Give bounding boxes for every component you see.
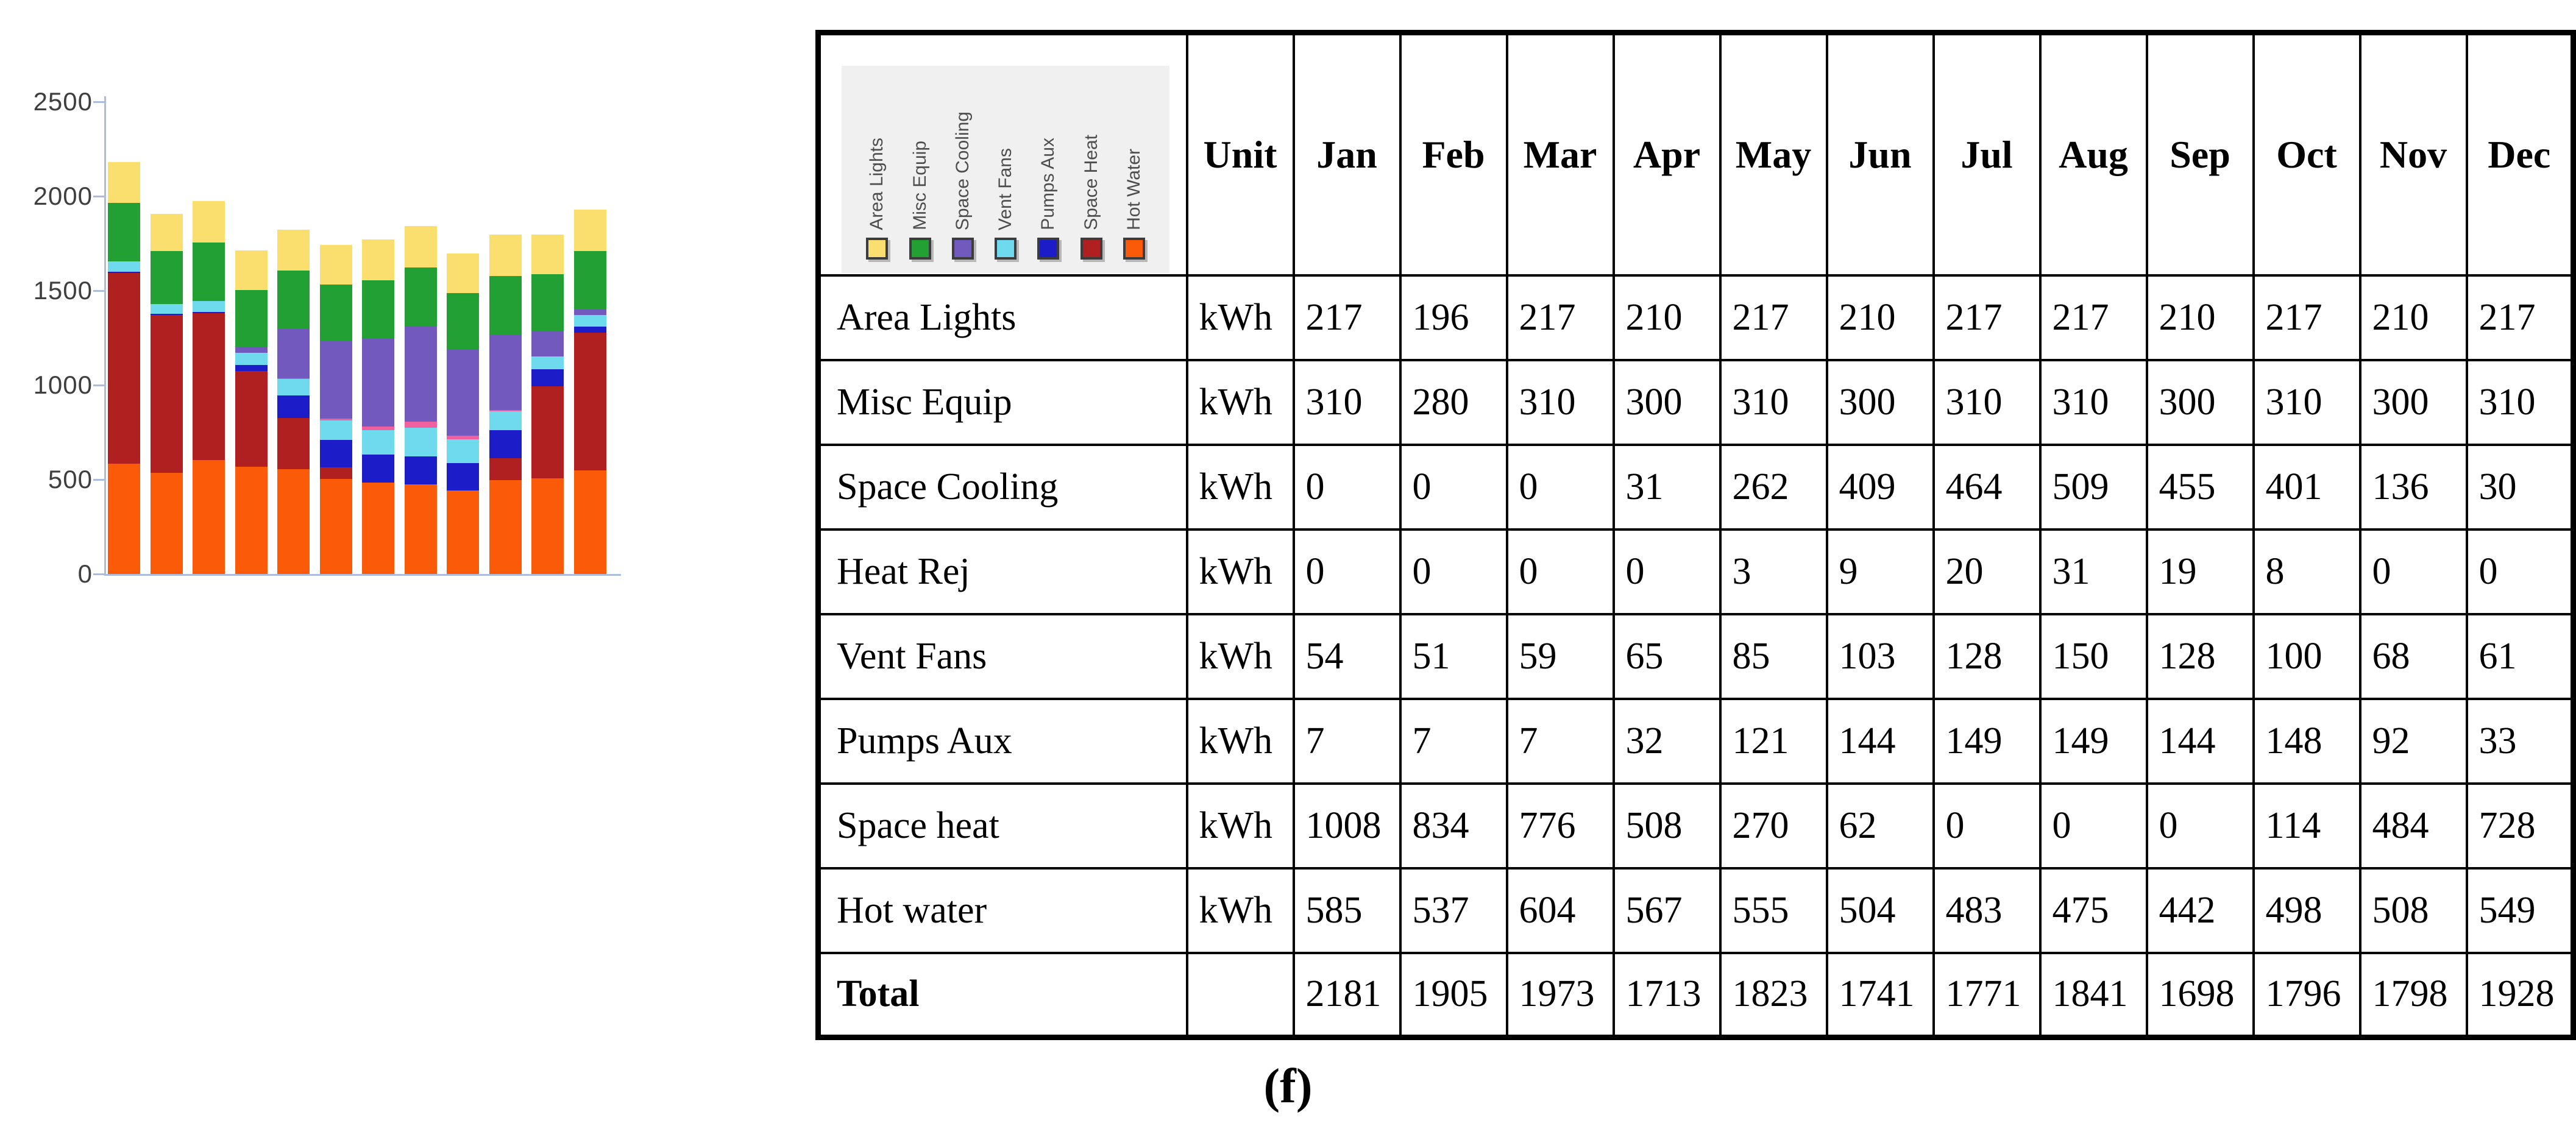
value-cell: 103 <box>1827 614 1934 699</box>
value-cell: 464 <box>1934 445 2040 530</box>
bar-oct <box>489 235 522 574</box>
value-cell: 504 <box>1827 868 1934 953</box>
legend-label: Hot Water <box>1123 149 1144 230</box>
value-cell: 0 <box>1400 530 1507 614</box>
bar-feb <box>151 214 183 574</box>
bar-segment-area-lights <box>320 245 352 285</box>
column-header-may: May <box>1720 33 1827 275</box>
value-cell: 217 <box>2254 275 2360 360</box>
bar-segment-vent-fans <box>235 353 268 365</box>
bar-segment-space-heat <box>489 458 522 480</box>
legend-item-vent-fans <box>995 148 1017 260</box>
row-label: Space heat <box>818 784 1187 868</box>
bar-segment-hot-water <box>193 460 225 574</box>
column-header-aug: Aug <box>2040 33 2147 275</box>
bar-segment-space-cooling <box>447 350 479 436</box>
bar-segment-misc-equip <box>151 251 183 304</box>
legend-swatch-area-lights <box>866 238 888 260</box>
legend-cell <box>818 33 1187 275</box>
value-cell: 0 <box>1294 530 1400 614</box>
value-cell: 0 <box>2360 530 2467 614</box>
y-tick-label: 1000 <box>33 370 93 399</box>
value-cell: 0 <box>1400 445 1507 530</box>
value-cell: 2181 <box>1294 953 1400 1038</box>
bar-segment-space-heat <box>193 313 225 460</box>
value-cell: 8 <box>2254 530 2360 614</box>
column-header-jul: Jul <box>1934 33 2040 275</box>
value-cell: 1796 <box>2254 953 2360 1038</box>
legend-swatch-hot-water <box>1123 238 1145 260</box>
value-cell: 1823 <box>1720 953 1827 1038</box>
row-label: Vent Fans <box>818 614 1187 699</box>
bar-segment-misc-equip <box>531 274 564 331</box>
value-cell: 1713 <box>1614 953 1720 1038</box>
column-header-nov: Nov <box>2360 33 2467 275</box>
value-cell: 59 <box>1507 614 1614 699</box>
y-tick-label: 500 <box>48 465 93 494</box>
bar-segment-vent-fans <box>489 411 522 430</box>
table-row-area-lights <box>818 275 2574 360</box>
bar-segment-pumps-aux <box>531 369 564 387</box>
value-cell: 65 <box>1614 614 1720 699</box>
value-cell: 0 <box>1614 530 1720 614</box>
value-cell: 508 <box>2360 868 2467 953</box>
value-cell: 455 <box>2147 445 2254 530</box>
unit-cell: kWh <box>1187 360 1294 445</box>
column-header-jan: Jan <box>1294 33 1400 275</box>
y-tick-mark <box>93 384 104 386</box>
value-cell: 270 <box>1720 784 1827 868</box>
value-cell: 1905 <box>1400 953 1507 1038</box>
value-cell: 217 <box>2467 275 2574 360</box>
column-header-mar: Mar <box>1507 33 1614 275</box>
bar-segment-vent-fans <box>531 356 564 369</box>
value-cell: 0 <box>2467 530 2574 614</box>
bar-segment-space-cooling <box>320 341 352 419</box>
legend-item-misc-equip <box>909 141 931 260</box>
chart-legend <box>842 66 1169 273</box>
row-label: Area Lights <box>818 275 1187 360</box>
value-cell: 20 <box>1934 530 2040 614</box>
value-cell: 54 <box>1294 614 1400 699</box>
value-cell: 150 <box>2040 614 2147 699</box>
value-cell: 62 <box>1827 784 1934 868</box>
bar-segment-space-heat <box>531 386 564 478</box>
bar-segment-hot-water <box>574 470 606 574</box>
legend-swatch-space-heat <box>1080 238 1102 260</box>
bar-segment-misc-equip <box>489 276 522 335</box>
value-cell: 280 <box>1400 360 1507 445</box>
value-cell: 148 <box>2254 699 2360 784</box>
bar-segment-vent-fans <box>405 428 437 456</box>
bar-segment-area-lights <box>489 235 522 275</box>
bar-segment-misc-equip <box>235 290 268 347</box>
bar-segment-pumps-aux <box>447 463 479 491</box>
legend-item-space-heat <box>1080 135 1102 260</box>
value-cell: 834 <box>1400 784 1507 868</box>
bar-segment-pumps-aux <box>405 456 437 484</box>
y-tick-mark <box>93 101 104 103</box>
value-cell: 114 <box>2254 784 2360 868</box>
value-cell: 0 <box>2040 784 2147 868</box>
value-cell: 310 <box>1934 360 2040 445</box>
bar-segment-area-lights <box>531 235 564 274</box>
bar-segment-space-cooling <box>405 326 437 422</box>
bar-may <box>277 230 310 574</box>
value-cell: 401 <box>2254 445 2360 530</box>
bar-segment-area-lights <box>235 250 268 290</box>
bar-segment-vent-fans <box>277 379 310 395</box>
value-cell: 262 <box>1720 445 1827 530</box>
value-cell: 585 <box>1294 868 1400 953</box>
bar-segment-hot-water <box>531 478 564 574</box>
value-cell: 728 <box>2467 784 2574 868</box>
y-axis-line <box>104 96 106 576</box>
bar-segment-space-cooling <box>489 335 522 410</box>
value-cell: 1841 <box>2040 953 2147 1038</box>
value-cell: 19 <box>2147 530 2254 614</box>
table-row-space-heat <box>818 784 2574 868</box>
row-label: Hot water <box>818 868 1187 953</box>
bar-segment-hot-water <box>405 484 437 574</box>
energy-stacked-bar-chart <box>0 0 811 731</box>
value-cell: 0 <box>2147 784 2254 868</box>
unit-cell <box>1187 953 1294 1038</box>
value-cell: 567 <box>1614 868 1720 953</box>
bar-segment-space-cooling <box>574 310 606 315</box>
bar-segment-space-heat <box>108 273 140 463</box>
bar-segment-area-lights <box>193 201 225 242</box>
y-tick-label: 2500 <box>33 87 93 116</box>
value-cell: 149 <box>2040 699 2147 784</box>
value-cell: 128 <box>1934 614 2040 699</box>
value-cell: 217 <box>1720 275 1827 360</box>
value-cell: 100 <box>2254 614 2360 699</box>
legend-label: Space Cooling <box>952 111 973 230</box>
table-row-total <box>818 953 2574 1038</box>
value-cell: 9 <box>1827 530 1934 614</box>
bar-jun <box>320 245 352 574</box>
bar-segment-pumps-aux <box>235 365 268 371</box>
bar-segment-misc-equip <box>362 280 394 339</box>
bar-segment-hot-water <box>320 479 352 574</box>
bar-segment-area-lights <box>277 230 310 271</box>
value-cell: 409 <box>1827 445 1934 530</box>
value-cell: 0 <box>1507 530 1614 614</box>
value-cell: 196 <box>1400 275 1507 360</box>
unit-cell: kWh <box>1187 699 1294 784</box>
bar-segment-vent-fans <box>151 304 183 314</box>
value-cell: 85 <box>1720 614 1827 699</box>
value-cell: 300 <box>1614 360 1720 445</box>
value-cell: 484 <box>2360 784 2467 868</box>
value-cell: 3 <box>1720 530 1827 614</box>
value-cell: 483 <box>1934 868 2040 953</box>
table-header <box>818 33 2574 275</box>
header-row <box>818 33 2574 275</box>
value-cell: 0 <box>1507 445 1614 530</box>
energy-use-table <box>815 30 2576 1040</box>
value-cell: 310 <box>1720 360 1827 445</box>
column-header-sep: Sep <box>2147 33 2254 275</box>
bar-segment-space-heat <box>574 333 606 470</box>
value-cell: 1928 <box>2467 953 2574 1038</box>
legend-label: Area Lights <box>867 138 887 230</box>
legend-item-space-cooling <box>952 112 974 260</box>
value-cell: 300 <box>2147 360 2254 445</box>
bar-segment-misc-equip <box>193 243 225 301</box>
value-cell: 144 <box>2147 699 2254 784</box>
bar-segment-space-cooling <box>362 339 394 427</box>
value-cell: 128 <box>2147 614 2254 699</box>
y-tick-mark <box>93 196 104 197</box>
bar-nov <box>531 235 564 574</box>
bar-segment-hot-water <box>489 480 522 574</box>
legend-swatch-space-cooling <box>952 238 974 260</box>
y-tick-label: 2000 <box>33 182 93 210</box>
figure-caption: (f) <box>1263 1060 1313 1113</box>
legend-label: Vent Fans <box>995 147 1015 230</box>
bar-segment-misc-equip <box>447 293 479 350</box>
legend-item-hot-water <box>1123 149 1145 260</box>
legend-swatch-vent-fans <box>995 238 1017 260</box>
bar-segment-misc-equip <box>574 251 606 310</box>
value-cell: 549 <box>2467 868 2574 953</box>
row-label: Pumps Aux <box>818 699 1187 784</box>
value-cell: 210 <box>1614 275 1720 360</box>
value-cell: 33 <box>2467 699 2574 784</box>
bar-segment-vent-fans <box>447 439 479 464</box>
value-cell: 61 <box>2467 614 2574 699</box>
bar-segment-area-lights <box>447 253 479 293</box>
unit-cell: kWh <box>1187 445 1294 530</box>
value-cell: 30 <box>2467 445 2574 530</box>
bar-segment-area-lights <box>574 210 606 250</box>
value-cell: 136 <box>2360 445 2467 530</box>
column-header-feb: Feb <box>1400 33 1507 275</box>
bar-segment-space-heat <box>320 467 352 479</box>
bar-segment-space-cooling <box>235 347 268 353</box>
legend-item-area-lights <box>866 138 888 260</box>
column-header-apr: Apr <box>1614 33 1720 275</box>
bar-segment-pumps-aux <box>277 395 310 419</box>
value-cell: 509 <box>2040 445 2147 530</box>
table-row-pumps-aux <box>818 699 2574 784</box>
y-tick-mark <box>93 479 104 481</box>
bar-segment-space-heat <box>235 371 268 467</box>
value-cell: 310 <box>2040 360 2147 445</box>
value-cell: 508 <box>1614 784 1720 868</box>
bar-segment-heat-rej <box>405 422 437 428</box>
value-cell: 537 <box>1400 868 1507 953</box>
value-cell: 7 <box>1507 699 1614 784</box>
bar-segment-hot-water <box>235 467 268 574</box>
bar-segment-pumps-aux <box>489 430 522 458</box>
bar-segment-pumps-aux <box>574 327 606 333</box>
legend-item-pumps-aux <box>1037 138 1059 260</box>
legend-label: Space Heat <box>1080 135 1101 230</box>
unit-cell: kWh <box>1187 530 1294 614</box>
value-cell: 92 <box>2360 699 2467 784</box>
bar-jan <box>108 162 140 574</box>
bar-apr <box>235 250 268 574</box>
bar-segment-hot-water <box>108 464 140 574</box>
value-cell: 776 <box>1507 784 1614 868</box>
bar-segment-pumps-aux <box>320 440 352 467</box>
bar-aug <box>405 226 437 574</box>
table-row-space-cooling <box>818 445 2574 530</box>
bar-segment-hot-water <box>362 483 394 574</box>
value-cell: 51 <box>1400 614 1507 699</box>
unit-cell: kWh <box>1187 275 1294 360</box>
value-cell: 68 <box>2360 614 2467 699</box>
bar-segment-area-lights <box>362 239 394 280</box>
value-cell: 31 <box>2040 530 2147 614</box>
value-cell: 300 <box>2360 360 2467 445</box>
legend-label: Misc Equip <box>909 141 930 230</box>
table-row-vent-fans <box>818 614 2574 699</box>
bar-segment-vent-fans <box>362 430 394 455</box>
value-cell: 310 <box>2467 360 2574 445</box>
bar-sep <box>447 253 479 574</box>
column-header-dec: Dec <box>2467 33 2574 275</box>
value-cell: 300 <box>1827 360 1934 445</box>
row-label: Total <box>818 953 1187 1038</box>
table-row-heat-rej <box>818 530 2574 614</box>
bar-mar <box>193 201 225 574</box>
unit-cell: kWh <box>1187 784 1294 868</box>
bar-segment-space-heat <box>277 418 310 469</box>
bar-segment-area-lights <box>405 226 437 267</box>
column-header-jun: Jun <box>1827 33 1934 275</box>
y-tick-label: 0 <box>77 559 93 588</box>
bar-segment-vent-fans <box>108 261 140 272</box>
value-cell: 310 <box>1294 360 1400 445</box>
value-cell: 1771 <box>1934 953 2040 1038</box>
legend-swatch-misc-equip <box>909 238 931 260</box>
value-cell: 217 <box>1294 275 1400 360</box>
bar-segment-area-lights <box>108 162 140 203</box>
value-cell: 1008 <box>1294 784 1400 868</box>
table-row-misc-equip <box>818 360 2574 445</box>
x-axis-line <box>104 574 621 576</box>
value-cell: 217 <box>1507 275 1614 360</box>
value-cell: 310 <box>1507 360 1614 445</box>
value-cell: 1741 <box>1827 953 1934 1038</box>
y-tick-label: 1500 <box>33 276 93 305</box>
row-label: Space Cooling <box>818 445 1187 530</box>
bar-segment-hot-water <box>277 469 310 574</box>
value-cell: 210 <box>1827 275 1934 360</box>
table-body <box>818 275 2574 1038</box>
value-cell: 217 <box>1934 275 2040 360</box>
value-cell: 1798 <box>2360 953 2467 1038</box>
legend-swatch-pumps-aux <box>1037 238 1059 260</box>
value-cell: 31 <box>1614 445 1720 530</box>
bar-jul <box>362 239 394 574</box>
bar-segment-misc-equip <box>320 285 352 341</box>
bar-segment-vent-fans <box>320 420 352 440</box>
bar-segment-vent-fans <box>574 315 606 327</box>
value-cell: 121 <box>1720 699 1827 784</box>
bar-segment-area-lights <box>151 214 183 251</box>
row-label: Misc Equip <box>818 360 1187 445</box>
value-cell: 604 <box>1507 868 1614 953</box>
value-cell: 217 <box>2040 275 2147 360</box>
bar-segment-space-cooling <box>531 331 564 356</box>
y-tick-mark <box>93 290 104 292</box>
legend-label: Pumps Aux <box>1038 138 1059 230</box>
value-cell: 442 <box>2147 868 2254 953</box>
bar-dec <box>574 210 606 574</box>
bar-segment-space-cooling <box>277 329 310 378</box>
bar-segment-hot-water <box>447 491 479 574</box>
value-cell: 7 <box>1294 699 1400 784</box>
value-cell: 1973 <box>1507 953 1614 1038</box>
column-header-unit: Unit <box>1187 33 1294 275</box>
value-cell: 0 <box>1294 445 1400 530</box>
value-cell: 1698 <box>2147 953 2254 1038</box>
row-label: Heat Rej <box>818 530 1187 614</box>
value-cell: 210 <box>2360 275 2467 360</box>
value-cell: 210 <box>2147 275 2254 360</box>
unit-cell: kWh <box>1187 868 1294 953</box>
unit-cell: kWh <box>1187 614 1294 699</box>
value-cell: 7 <box>1400 699 1507 784</box>
bar-segment-vent-fans <box>193 301 225 312</box>
value-cell: 498 <box>2254 868 2360 953</box>
bar-segment-pumps-aux <box>362 455 394 483</box>
value-cell: 149 <box>1934 699 2040 784</box>
bar-segment-misc-equip <box>108 203 140 261</box>
value-cell: 555 <box>1720 868 1827 953</box>
value-cell: 32 <box>1614 699 1720 784</box>
column-header-oct: Oct <box>2254 33 2360 275</box>
bar-segment-hot-water <box>151 473 183 574</box>
value-cell: 310 <box>2254 360 2360 445</box>
bar-segment-space-heat <box>151 315 183 473</box>
table-row-hot-water <box>818 868 2574 953</box>
value-cell: 475 <box>2040 868 2147 953</box>
y-tick-mark <box>93 573 104 575</box>
bar-segment-misc-equip <box>405 267 437 326</box>
value-cell: 0 <box>1934 784 2040 868</box>
bar-segment-misc-equip <box>277 271 310 329</box>
value-cell: 144 <box>1827 699 1934 784</box>
